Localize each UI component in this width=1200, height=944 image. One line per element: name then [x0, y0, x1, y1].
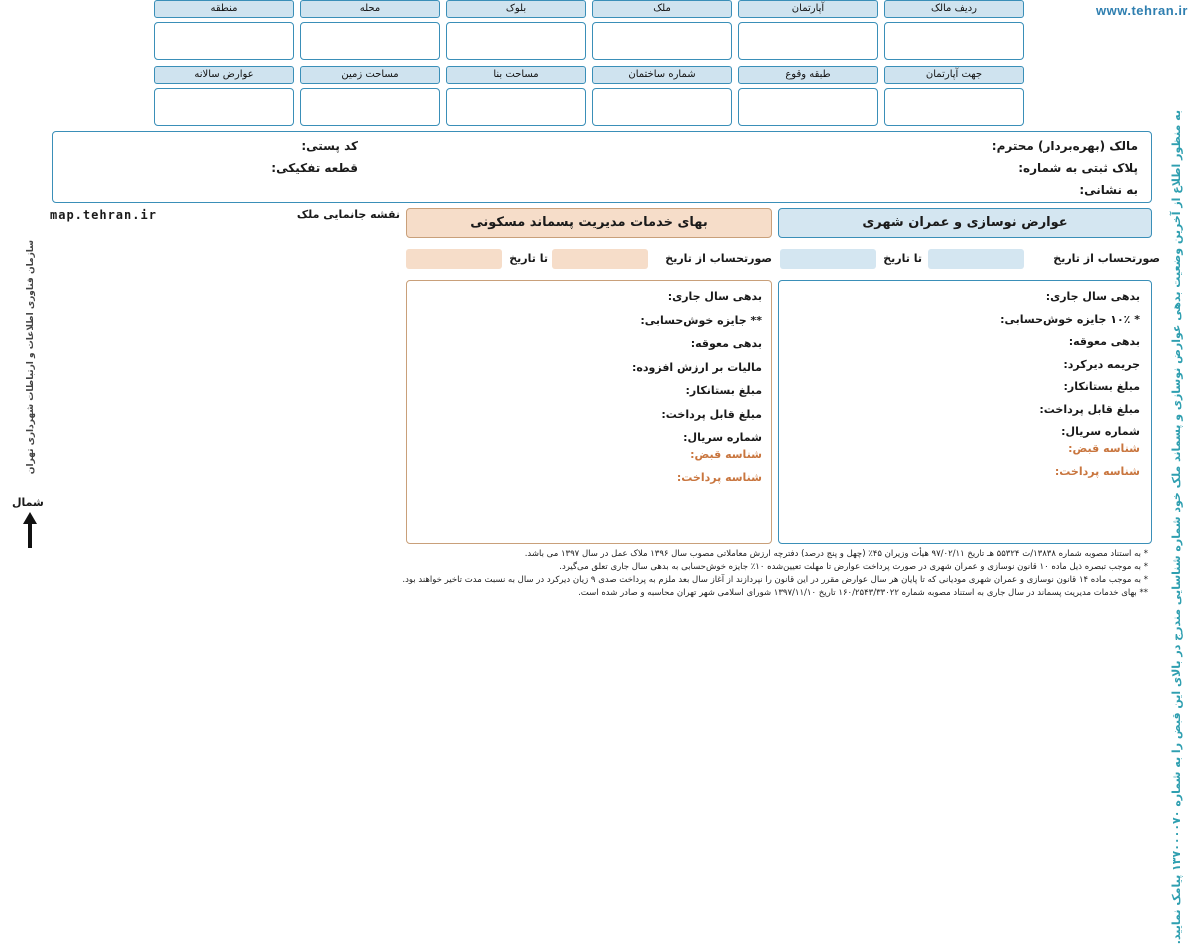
waste-to-date [406, 249, 502, 269]
row1-header-3: بلوک [446, 0, 586, 18]
waste-item-5: مبلغ قابل پرداخت: [661, 407, 762, 421]
footnote-1: * به استناد مصوبه شماره ۱۳۸۳۸/ت ۵۵۳۲۴ هـ تاریخ ۹۷/۰۲/۱۱ هیأت وزیران ۴۵٪ (چهل و پنج درصد) دفترچه ارزش معاملاتی مصوب سال ۱۳۹۶ ملاک عمل در سال ۱۳۹۷ می باشد. [524, 549, 1148, 559]
row2-value-cell-5 [154, 88, 294, 126]
waste-item-1: ** جایزه خوش‌حسابی: [640, 313, 762, 327]
waste-from-label: صورتحساب از تاریخ [665, 252, 772, 265]
renewal-item-6: شماره سریال: [1061, 425, 1140, 438]
renewal-from-date [928, 249, 1024, 269]
waste-item-6: شماره سریال: [683, 431, 762, 444]
north-label: شمال [12, 496, 44, 509]
row2-header-2: شماره ساختمان [592, 66, 732, 84]
waste-to-label: تا تاریخ [509, 252, 548, 265]
north-arrow-icon [22, 512, 38, 548]
plate-label: پلاک ثبتی به شماره: [1018, 161, 1138, 175]
row1-header-5: منطقه [154, 0, 294, 18]
waste-bill-id: شناسه قبض: [690, 448, 762, 461]
renewal-item-4: مبلغ بستانکار: [1063, 380, 1140, 393]
renewal-pay-id: شناسه پرداخت: [1054, 465, 1140, 478]
row1-header-4: محله [300, 0, 440, 18]
row2-header-4: مساحت زمین [300, 66, 440, 84]
renewal-item-0: بدهی سال جاری: [1045, 290, 1140, 303]
waste-item-3: مالیات بر ارزش افزوده: [631, 360, 762, 374]
row2-value-cell-3 [446, 88, 586, 126]
row1-value-cell-4 [300, 22, 440, 60]
row1-value-cell-3 [446, 22, 586, 60]
renewal-item-2: بدهی معوقه: [1068, 335, 1140, 348]
row2-header-3: مساحت بنا [446, 66, 586, 84]
row1-header-2: ملک [592, 0, 732, 18]
waste-item-2: بدهی معوقه: [690, 337, 762, 350]
map-url[interactable]: map.tehran.ir [50, 208, 157, 222]
renewal-section-title: عوارض نوسازی و عمران شهری [778, 208, 1152, 238]
address-label: به نشانی: [1079, 183, 1138, 197]
footnote-2: * به موجب تبصره ذیل ماده ۱۰ قانون نوسازی و عمران شهری در صورت پرداخت عوارض تا مهلت تعیین‌شده ۱۰٪ جایزه خوش‌حسابی به بدهی سال جاری تعلق می‌گیرد. [559, 562, 1148, 572]
map-title: نقشه جانمایی ملک [296, 208, 400, 221]
side-notice: به منظور اطلاع از آخرین وضعیت بدهی عوارض نوسازی و پسماند ملک خود شماره شناسایی مندرج در بالای این قبض را به شماره ۱۳۷۰۰۰۰۷۰ پیامک نمایید. [1170, 110, 1183, 944]
row1-value-cell-2 [592, 22, 732, 60]
waste-section-title: بهای خدمات مدیریت پسماند مسکونی [406, 208, 772, 238]
parcel-label: قطعه تفکیکی: [271, 161, 358, 175]
renewal-to-date [780, 249, 876, 269]
row2-header-5: عوارض سالانه [154, 66, 294, 84]
renewal-item-1: * ۱۰٪ جایزه خوش‌حسابی: [1000, 312, 1140, 326]
postal-code-label: کد پستی: [301, 139, 358, 153]
row2-value-cell-4 [300, 88, 440, 126]
waste-item-0: بدهی سال جاری: [667, 290, 762, 303]
renewal-bill-id: شناسه قبض: [1068, 442, 1140, 455]
waste-pay-id: شناسه پرداخت: [676, 471, 762, 484]
row2-value-cell-1 [738, 88, 878, 126]
waste-item-4: مبلغ بستانکار: [685, 384, 762, 397]
row2-header-1: طبقه وقوع [738, 66, 878, 84]
renewal-item-5: مبلغ قابل پرداخت: [1039, 402, 1140, 416]
row1-value-cell-1 [738, 22, 878, 60]
renewal-from-label: صورتحساب از تاریخ [1053, 252, 1160, 265]
row2-value-cell-2 [592, 88, 732, 126]
owner-label: مالک (بهره‌بردار) محترم: [991, 139, 1138, 153]
row1-value-cell-5 [154, 22, 294, 60]
row1-header-0: ردیف مالک [884, 0, 1024, 18]
row2-value-cell-0 [884, 88, 1024, 126]
brand-url[interactable]: www.tehran.ir [1096, 3, 1188, 18]
row1-value-cell-0 [884, 22, 1024, 60]
owner-info-box [52, 131, 1152, 203]
footnote-3: * به موجب ماده ۱۴ قانون نوسازی و عمران شهری مودیانی که تا پایان هر سال عوارض مقرر در این قانون را نپردازند از آغاز سال بعد ملزم به پرداخت صدی ۹ زیان دیرکرد در سال به نسبت مدت تاخیر خواهند بود. [402, 575, 1148, 585]
waste-from-date [552, 249, 648, 269]
renewal-item-3: جریمه دیرکرد: [1063, 357, 1140, 371]
org-name: سازمان فناوری اطلاعات و ارتباطات شهرداری تهران [26, 240, 36, 475]
renewal-to-label: تا تاریخ [883, 252, 922, 265]
footnote-4: ** بهای خدمات مدیریت پسماند در سال جاری به استناد مصوبه شماره ۱۶۰/۲۵۴۳/۳۳۰۲۲ تاریخ ۱۳۹۷/۱۱/۱۰ شورای اسلامی شهر تهران محاسبه و صادر شده است. [578, 588, 1148, 598]
row2-header-0: جهت آپارتمان [884, 66, 1024, 84]
row1-header-1: آپارتمان [738, 0, 878, 18]
